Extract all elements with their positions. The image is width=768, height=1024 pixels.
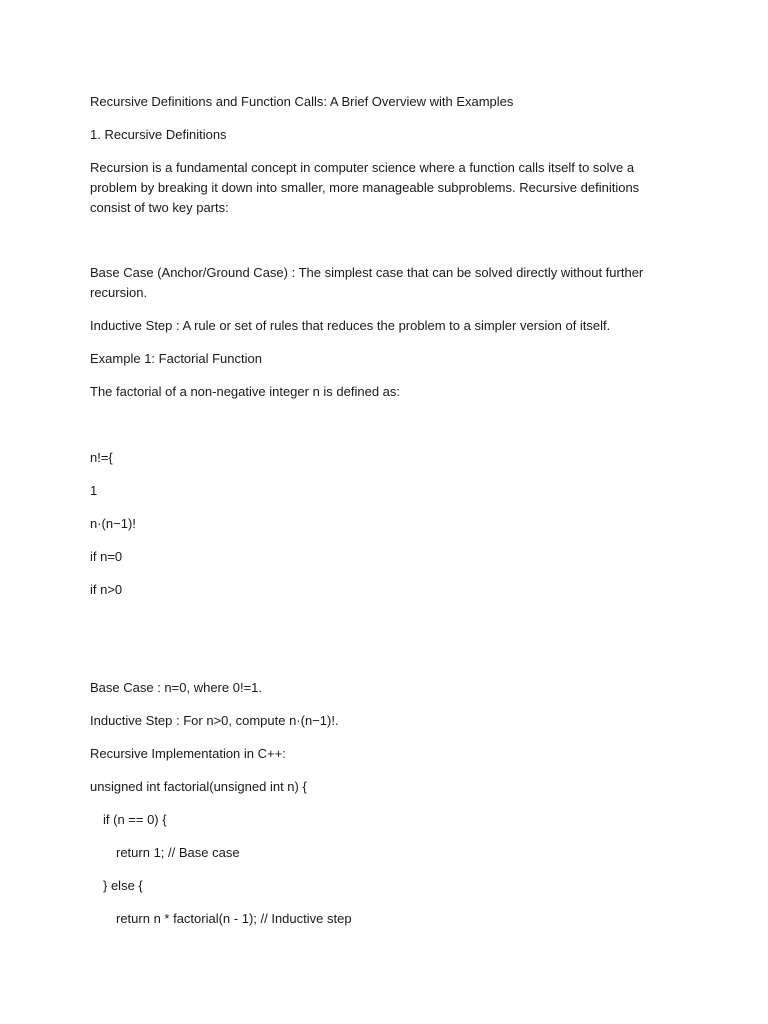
- formula-case1-condition: if n=0: [90, 549, 123, 564]
- code-line: if (n == 0) {: [103, 812, 167, 827]
- base-case-definition: Base Case (Anchor/Ground Case) : The simplest case that can be solved directly without further recursion.: [90, 265, 644, 300]
- formula-lhs: n!={: [90, 450, 113, 465]
- section-heading: 1. Recursive Definitions: [90, 127, 227, 142]
- intro-paragraph: Recursion is a fundamental concept in computer science where a function calls itself to solve a problem by breaking it down into smaller, more manageable subproblems. Recursive definitions consist of two key parts:: [90, 160, 640, 215]
- inductive-step-example: Inductive Step : For n>0, compute n·(n−1)!.: [90, 713, 339, 728]
- implementation-heading: Recursive Implementation in C++:: [90, 746, 286, 761]
- inductive-step-definition: Inductive Step : A rule or set of rules that reduces the problem to a simpler version of itself.: [90, 318, 611, 333]
- formula-case1-value: 1: [90, 483, 98, 498]
- document-title: Recursive Definitions and Function Calls: A Brief Overview with Examples: [90, 94, 514, 109]
- base-case-example: Base Case : n=0, where 0!=1.: [90, 680, 262, 695]
- code-line: } else {: [103, 878, 143, 893]
- formula-case2-condition: if n>0: [90, 582, 123, 597]
- code-line: return n * factorial(n - 1); // Inductive step: [116, 911, 352, 926]
- factorial-intro: The factorial of a non-negative integer n is defined as:: [90, 384, 401, 399]
- formula-case2-value: n·(n−1)!: [90, 516, 136, 531]
- code-line: return 1; // Base case: [116, 845, 240, 860]
- code-line: unsigned int factorial(unsigned int n) {: [90, 779, 307, 794]
- example-heading: Example 1: Factorial Function: [90, 351, 262, 366]
